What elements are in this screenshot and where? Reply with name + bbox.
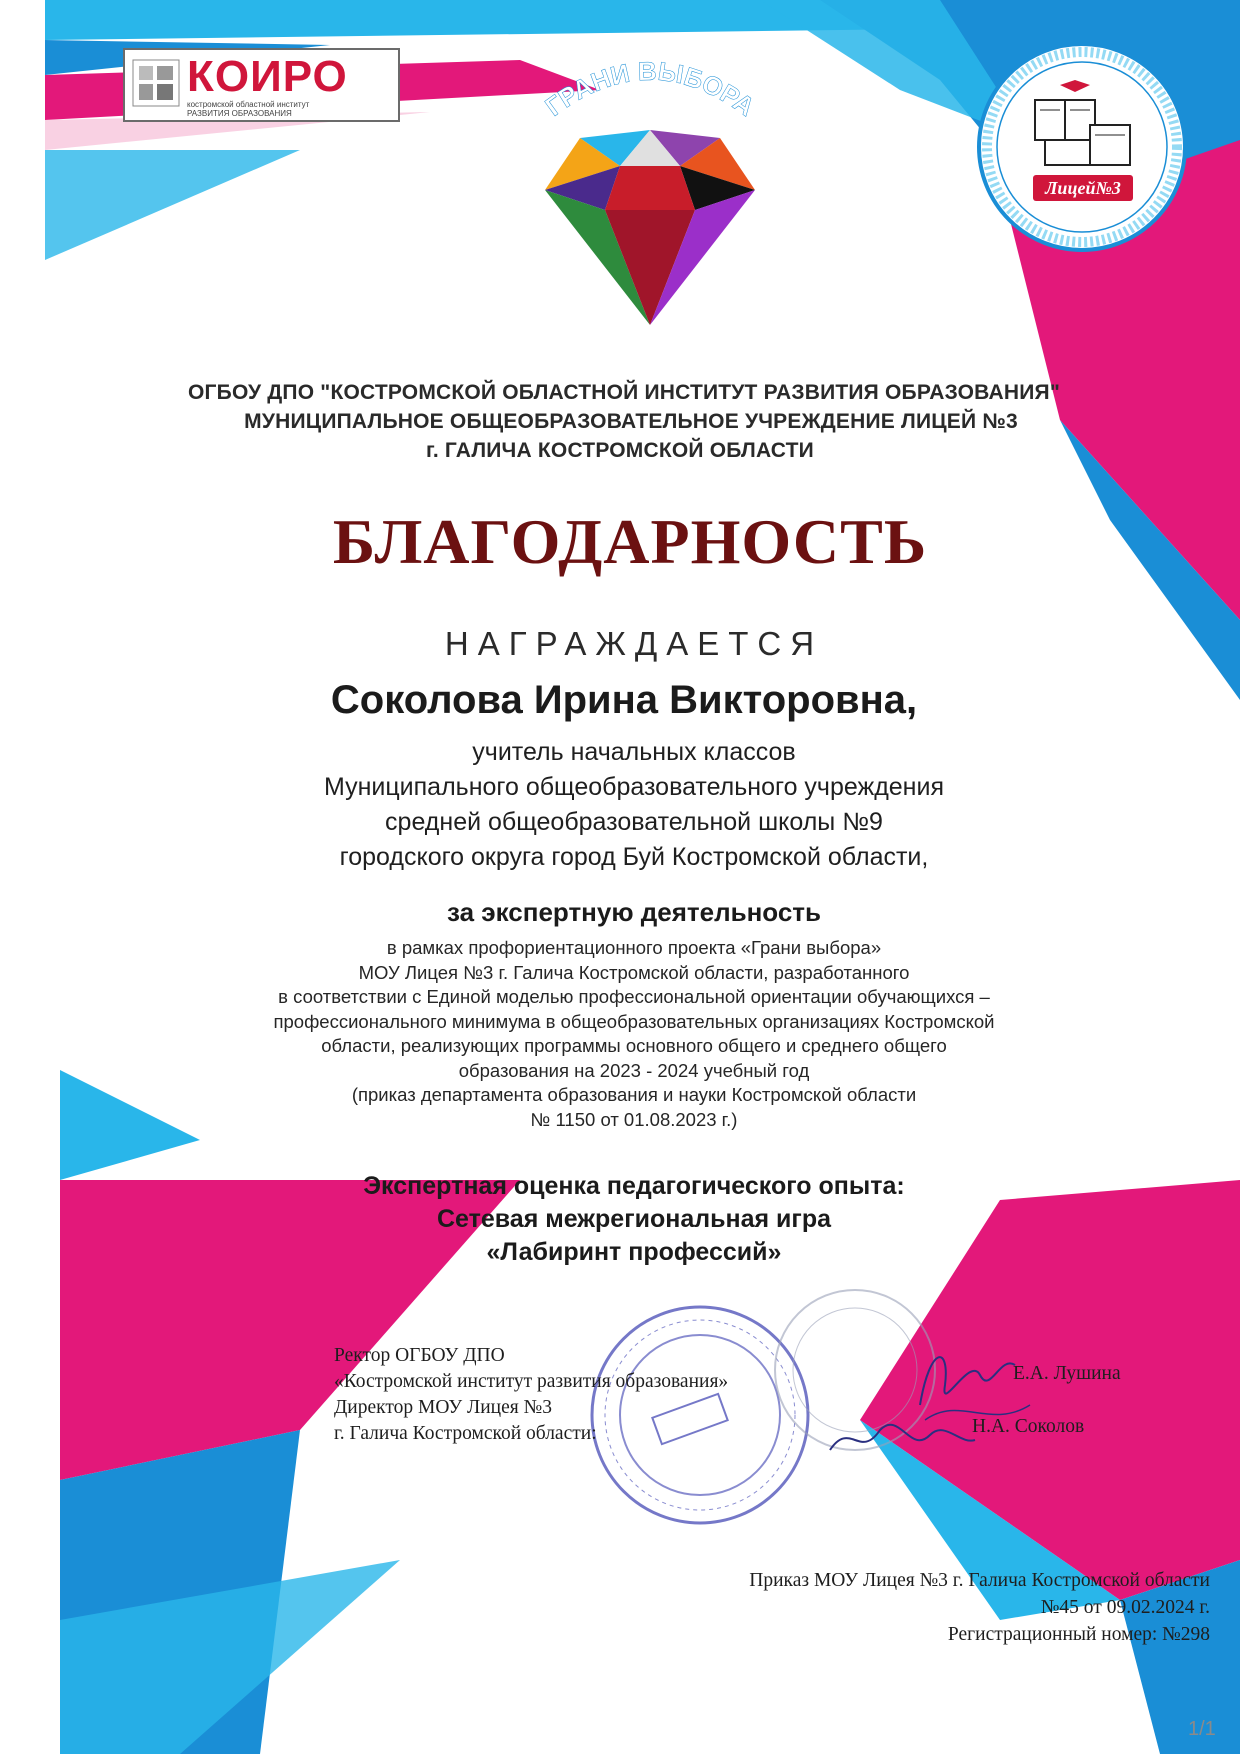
details-line: профессионального минимума в общеобразовательных организациях Костромской [273,1010,995,1032]
recipient-line4: городского округа город Буй Костромской области, [339,843,929,871]
page-number: 1/1 [1188,1718,1216,1740]
details-line: (приказ департамента образования и науки Костромской области [351,1084,917,1105]
recipient-line3: средней общеобразовательной школы №9 [385,808,883,836]
details-line: образования на 2023 - 2024 учебный год [458,1059,810,1081]
expert-evaluation [0,1170,1240,1269]
details-line: № 1150 от 01.08.2023 г.) [530,1108,738,1130]
signatures-left [334,1343,728,1447]
order-line3: Регистрационный номер: №298 [947,1624,1210,1645]
certificate-title: БЛАГОДАРНОСТЬ [332,506,928,577]
order-info [500,1567,1210,1648]
details-line: в соответствии с Единой моделью профессиональной ориентации обучающихся – [278,986,990,1007]
signatory-1-name: Е.А. Лушина [1013,1363,1121,1384]
sig-line: г. Галича Костромской области: [334,1423,597,1444]
signatory-2-name: Н.А. Соколов [972,1416,1085,1437]
awarded-label: НАГРАЖДАЕТСЯ [444,625,824,662]
sig-line: «Костромской институт развития образования» [334,1371,729,1392]
details-line: МОУ Лицея №3 г. Галича Костромской области, разработанного [358,961,910,983]
lyceum-logo [975,40,1190,255]
header-line2: МУНИЦИПАЛЬНОЕ ОБЩЕОБРАЗОВАТЕЛЬНОЕ УЧРЕЖДЕНИЕ ЛИЦЕЙ №3 [244,410,1018,433]
left-top-cyan [45,150,300,260]
header [0,378,1240,465]
sig-line: Ректор ОГБОУ ДПО [334,1345,505,1366]
recipient-position [0,735,1240,875]
koiro-subtitle [187,100,309,118]
header-line1: ОГБОУ ДПО "КОСТРОМСКОЙ ОБЛАСТНОЙ ИНСТИТУТ РАЗВИТИЯ ОБРАЗОВАНИЯ" [188,381,1060,404]
recipient-line2: Муниципального общеобразовательного учреждения [323,773,944,801]
award-reason: за экспертную деятельность [446,897,822,927]
sig-line: Директор МОУ Лицея №3 [334,1397,552,1418]
koiro-wordmark: КОИРО [187,52,348,101]
koiro-mark-icon [131,58,181,108]
project-details [0,936,1240,1132]
order-line1: Приказ МОУ Лицея №3 г. Галича Костромской области [749,1570,1210,1591]
koiro-sub-line2: РАЗВИТИЯ ОБРАЗОВАНИЯ [187,109,292,118]
expert-line3: «Лабиринт профессий» [486,1238,782,1266]
koiro-sub-line1: костромской областной институт [187,100,310,109]
details-line: области, реализующих программы основного общего и среднего общего [321,1035,947,1056]
order-line2: №45 от 09.02.2024 г. [1040,1597,1210,1618]
expert-line2: Сетевая межрегиональная игра [436,1205,832,1233]
grani-vybora-logo [520,40,780,330]
details-line: в рамках профориентационного проекта «Грани выбора» [386,937,882,958]
recipient-line1: учитель начальных классов [472,738,796,766]
lyceum-name: Лицей№3 [1045,178,1121,198]
recipient-name: Соколова Ирина Викторовна, [330,678,918,722]
koiro-logo [123,48,400,122]
grani-arc-text: ГРАНИ ВЫБОРА [539,55,761,122]
gem-facet-red [605,166,695,210]
header-line3: г. ГАЛИЧА КОСТРОМСКОЙ ОБЛАСТИ [426,439,814,462]
expert-line1: Экспертная оценка педагогического опыта: [363,1172,905,1200]
signature-2 [820,1400,980,1480]
